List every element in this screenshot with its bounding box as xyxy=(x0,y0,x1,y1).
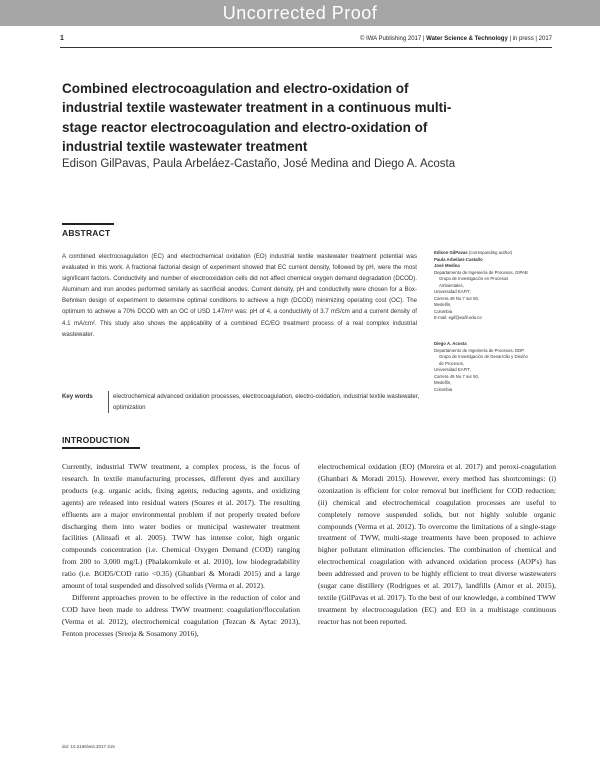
article-title: Combined electrocoagulation and electro-oxidation of industrial textile wastewater treatment in a continuous multi-stage reactor electrocoagulation and electro-oxidation of industrial textile wastewater treatment xyxy=(62,81,452,154)
abstract-text: A combined electrocoagulation (EC) and electrochemical oxidation (EO) industrial textile wastewater treatment potential was evaluated in this work. A fractional factorial design of experiment showed that EC current density, followed by pH, were the most significant factors. Conductivity and number of electrooxidation cells did not affect chemical oxygen demand degradation (DCOD). Aluminum and iron anodes performed similarly as sacrificial anodes. Current density, pH and conductivity were chosen for a Box-Behnken design of experiment to determine optimal conditions to achieve a high (DCOD) minimizing operating cost (OC). The optimum to achieve a 70% DCOD with an OC of USD 1.47/m³ was: pH of 4, a conductivity of 3.7 mS/cm and a current density of 4.1 mA/cm². This study also shows the applicability of a combined EC/EO treatment process of a real complex industrial wastewater. xyxy=(62,253,417,338)
affiliation-line: Colombia xyxy=(434,308,453,314)
email-label: E-mail: xyxy=(434,315,448,320)
intro-paragraph: Different approaches proven to be effective in the reduction of color and COD have been made to address TWW treatment: coagulation/flocculation (Verma et al. 2012), electrochemical coagulation (Tezcan & Aytac 2013), Fenton processes (Sreeja & Sosamony 2016), xyxy=(62,592,300,638)
uncorrected-proof-banner: Uncorrected Proof xyxy=(0,0,600,26)
abstract-top-rule xyxy=(62,223,114,225)
header-rule xyxy=(60,47,552,48)
affiliation-1 xyxy=(434,250,559,322)
corresponding-author-name: Edison GilPavas xyxy=(434,250,468,255)
doi[interactable]: doi: 10.2166/wst.2017.415 xyxy=(62,744,115,749)
intro-paragraph: Currently, industrial TWW treatment, a complex process, is the focus of research. In textile manufacturing processes, different dyes and auxiliary products (e.g. organic acids, fixing agents, reducing agents, and oxidizing agents) are released into residual waters (Soares et al. 2017). The resulting effluents are a major environmental problem if not properly treated before discharging them into water bodies or municipal wastewater treatment facilities (Alinsafi et al. 2005). TWW has intense color, high organic compounds concentration (i.e. Chemical Oxygen Demand (COD) ranging from 200 to 3,000 mg/L) (Phalakornkule et al. 2010), low biodegradability ratio (i.e. BOD5/COD ratio <0.35) (Ghanbari & Moradi 2015) and a large amount of total suspended and dissolved solids (Verma et al. 2012). xyxy=(62,462,300,591)
author-name: Diego A. Acosta xyxy=(434,341,467,346)
affiliation-line: Colombia xyxy=(434,386,453,392)
affiliation-line: Grupo de Investigación en Procesos xyxy=(439,276,509,281)
running-head xyxy=(60,32,552,46)
affiliation-line: Departamento de Ingeniería de Procesos. DDP. xyxy=(434,347,525,353)
affiliation-line: Carrera 49 No 7 sur 50, xyxy=(434,373,480,379)
corresponding-author-note: (corresponding author) xyxy=(468,250,513,255)
intro-paragraph: electrochemical oxidation (EO) (Moreira et al. 2017) and peroxi-coagulation (Ghanbari & Moradi 2015). However, every method has shortcomings: (i) ozonization is efficient for color removal but inefficient for COD reduction; (ii) chemical and electrochemical coagulation processes are useful to completely remove suspended solids, but not highly soluble organic compounds (Verma et al. 2012). To overcome the limitations of a single-stage treatment of TWW, multi-stage treatments have been proposed to achieve higher pollutant elimination efficiencies. The combination of chemical and electrochemical coagulation with advanced oxidation process (AOP's) has been addressed and proven to be highly efficient to treat diverse wastewaters (sugar cane distillery (Rodrigues et al. 2017), landfills (Amor et al. 2015), textile (GilPavas et al. 2017). To the best of our knowledge, a combined TWW treatment by electrocoagulation (EC) and EO in a multistage continuous reactor has not been reported. xyxy=(318,462,556,626)
copyright: © IWA Publishing 2017 xyxy=(359,36,422,42)
coauthor-name: Paula Arbeláez-Castaño xyxy=(434,256,483,262)
affiliation-line: Carrera 49 No 7 sur 50, xyxy=(434,295,480,301)
journal-info: © IWA Publishing 2017 | Water Science & Technology | in press | 2017 xyxy=(359,36,552,42)
introduction-underline xyxy=(62,447,140,449)
coauthor-name: José Medina xyxy=(434,263,460,268)
affiliation-line: Universidad EAFIT, xyxy=(434,289,471,294)
affiliation-line: Grupo de Investigación de Desarrollo y Diseño xyxy=(439,354,528,359)
affiliation-line: Departamento de Ingeniería de Procesos, GIPAB xyxy=(434,269,528,275)
affiliation-line: Medellín, xyxy=(434,302,452,307)
publication-year: 2017 xyxy=(538,36,552,42)
introduction-heading: INTRODUCTION xyxy=(62,435,130,445)
affiliation-line: Ambientales, xyxy=(439,282,464,288)
page-number: 1 xyxy=(60,35,64,42)
body-column-left xyxy=(62,461,300,640)
affiliation-line: Medellín, xyxy=(434,380,452,385)
affiliation-line: de Procesos, xyxy=(439,360,465,366)
affiliation-2 xyxy=(434,341,559,393)
keywords-list: electrochemical advanced oxidation processes, electrocoagulation, electro-oxidation, industrial textile wastewater, optimization xyxy=(108,391,423,413)
keywords-label: Key words xyxy=(62,393,93,400)
affiliation-line: Universidad EAFIT, xyxy=(434,367,471,372)
publication-status: in press xyxy=(512,36,534,42)
journal-name: Water Science & Technology xyxy=(426,36,508,42)
author-list: Edison GilPavas, Paula Arbeláez-Castaño, José Medina and Diego A. Acosta xyxy=(62,158,456,170)
body-column-right xyxy=(318,461,556,628)
email-link[interactable]: egil@eafit.edu.co xyxy=(448,315,482,320)
abstract-heading: ABSTRACT xyxy=(62,228,111,238)
